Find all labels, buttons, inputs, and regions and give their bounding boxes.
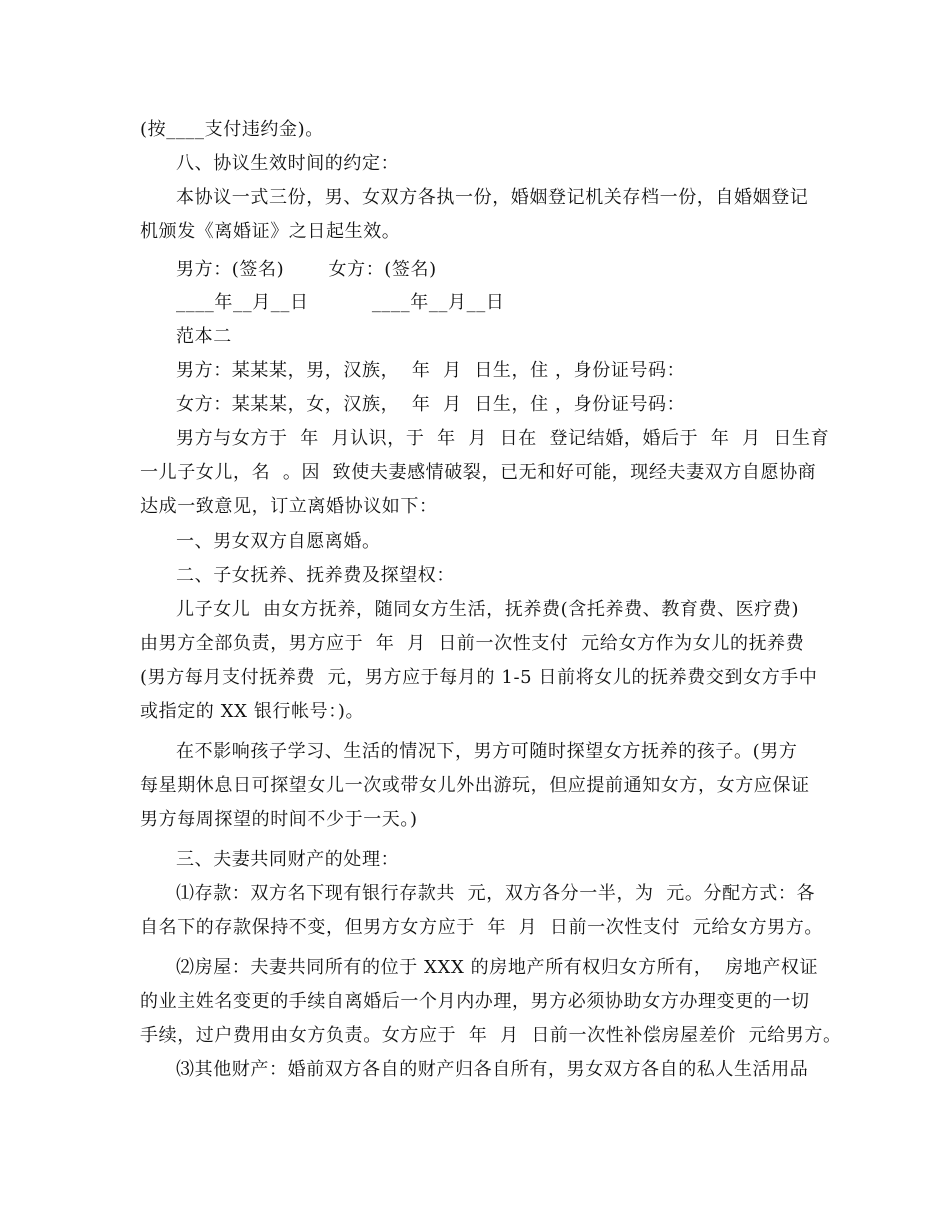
text-line: 在不影响孩子学习、生活的情况下，男方可随时探望女方抚养的孩子。(男方 [176,741,798,762]
text-line: ⑴存款：双方名下现有银行存款共 元，双方各分一半，为 元。分配方式：各 [176,883,816,904]
text-line: 由男方全部负责，男方应于 年 月 日前一次性支付 元给女方作为女儿的抚养费 [140,633,805,654]
text-line: 达成一致意见，订立离婚协议如下： [140,496,438,517]
text-line: 手续，过户费用由女方负责。女方应于 年 月 日前一次性补偿房屋差价 元给男方。 [140,1025,842,1046]
text-line: ⑶其他财产：婚前双方各自的财产归各自所有，男女双方各自的私人生活用品 [176,1059,809,1080]
text-line: 自名下的存款保持不变，但男方女方应于 年 月 日前一次性支付 元给女方男方。 [140,917,823,938]
signature-line: 男方：(签名) 女方：(签名) [176,259,437,280]
text-line: 男方与女方于 年 月认识，于 年 月 日在 登记结婚，婚后于 年 月 日生育 [176,428,830,449]
section-heading: 八、协议生效时间的约定： [176,153,400,174]
text-line: 每星期休息日可探望女儿一次或带女儿外出游玩，但应提前通知女方，女方应保证 [140,775,810,796]
text-line: (男方每月支付抚养费 元，男方应于每月的 1-5 日前将女儿的抚养费交到女方手中 [140,667,818,688]
text-line: (按____支付违约金)。 [140,119,324,140]
text-line: 本协议一式三份，男、女双方各执一份，婚姻登记机关存档一份，自婚姻登记 [176,187,809,208]
text-line: 的业主姓名变更的手续自离婚后一个月内办理，男方必须协助女方办理变更的一切 [140,991,810,1012]
text-line: 女方：某某某，女，汉族， 年 月 日生，住 ，身份证号码： [176,394,686,415]
text-line: 一儿子女儿，名 。因 致使夫妻感情破裂，已无和好可能，现经夫妻双方自愿协商 [140,462,817,483]
text-line: 男方每周探望的时间不少于一天。) [140,809,418,830]
template-title: 范本二 [176,326,232,347]
text-line: ⑵房屋：夫妻共同所有的位于 XXX 的房地产所有权归女方所有， 房地产权证 [176,957,819,978]
date-line: ____年__月__日 ____年__月__日 [176,292,505,313]
section-heading: 三、夫妻共同财产的处理： [176,849,400,870]
text-line: 机颁发《离婚证》之日起生效。 [140,221,401,242]
text-line: 儿子女儿 由女方抚养，随同女方生活，抚养费(含托养费、教育费、医疗费) [176,599,800,620]
section-heading: 一、男女双方自愿离婚。 [176,531,381,552]
text-line: 或指定的 XX 银行帐号：)。 [140,701,365,722]
text-line: 男方：某某某，男，汉族， 年 月 日生，住 ，身份证号码： [176,360,686,381]
section-heading: 二、子女抚养、抚养费及探望权： [176,565,455,586]
